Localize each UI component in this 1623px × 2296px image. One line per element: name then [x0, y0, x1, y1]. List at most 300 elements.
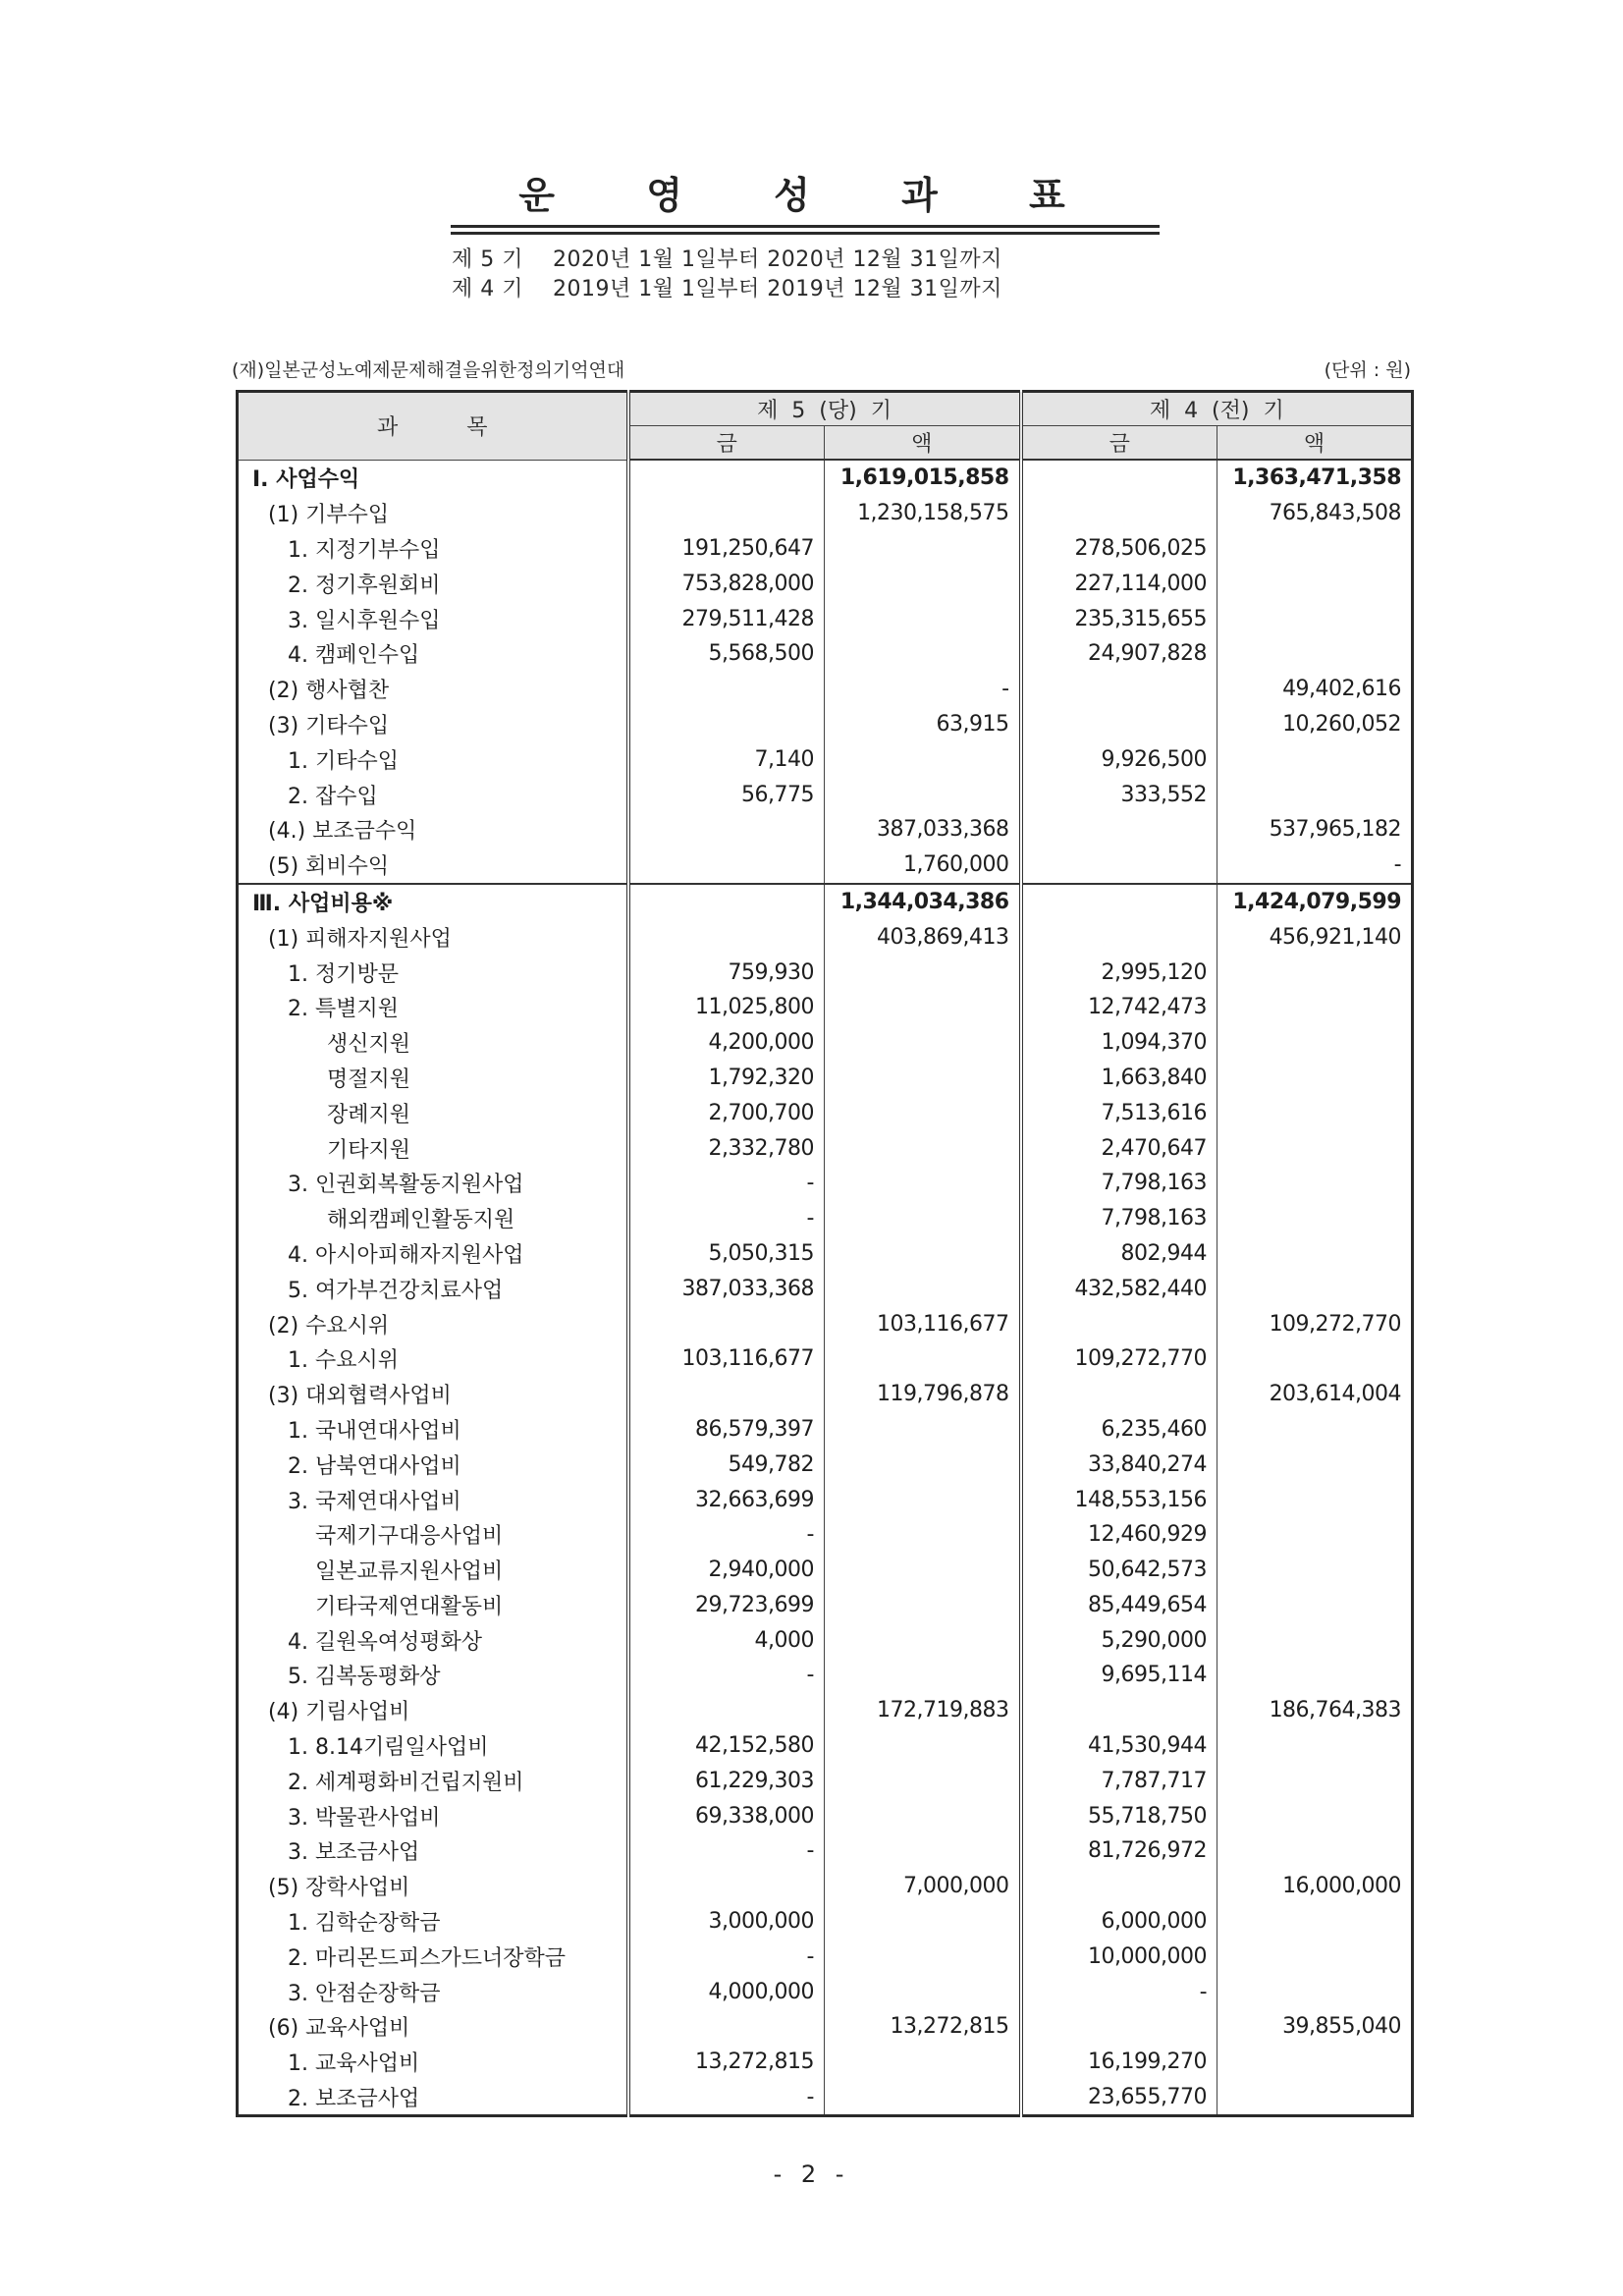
table-row	[238, 1236, 1413, 1272]
prior-total-amount	[1217, 1447, 1413, 1482]
table-row	[238, 741, 1413, 777]
current-detail-amount: -	[628, 1166, 825, 1201]
table-row	[238, 601, 1413, 636]
current-detail-amount: 1,792,320	[628, 1061, 825, 1096]
current-detail-amount: 2,700,700	[628, 1095, 825, 1130]
prior-detail-amount	[1021, 1869, 1217, 1904]
current-total-amount	[825, 1271, 1021, 1306]
prior-detail-amount: 109,272,770	[1021, 1341, 1217, 1377]
prior-total-amount	[1217, 566, 1413, 601]
prior-total-amount	[1217, 1412, 1413, 1448]
current-total-amount	[825, 2080, 1021, 2116]
current-total-amount	[825, 1939, 1021, 1974]
page-title: 운 영 성 과 표	[518, 174, 1105, 217]
table-row	[238, 812, 1413, 847]
current-detail-amount: 13,272,815	[628, 2045, 825, 2080]
organization-name: (재)일본군성노예제문제해결을위한정의기억연대	[232, 359, 625, 381]
row-label: 3. 안점순장학금	[238, 1974, 628, 2009]
table-row	[238, 1412, 1413, 1448]
prior-total-amount: 10,260,052	[1217, 707, 1413, 742]
period-prior-label: 제 4 기	[452, 277, 523, 301]
prior-detail-amount: 85,449,654	[1021, 1588, 1217, 1623]
current-total-amount: 103,116,677	[825, 1306, 1021, 1341]
table-row	[238, 1658, 1413, 1693]
table-row	[238, 2080, 1413, 2116]
current-total-amount	[825, 1974, 1021, 2009]
row-label: 4. 아시아피해자지원사업	[238, 1236, 628, 1272]
row-label: 기타지원	[238, 1130, 628, 1166]
row-label: 2. 세계평화비건립지원비	[238, 1763, 628, 1798]
current-detail-amount	[628, 919, 825, 955]
current-total-amount	[825, 1236, 1021, 1272]
current-total-amount	[825, 1025, 1021, 1061]
table-row	[238, 566, 1413, 601]
current-detail-amount: 759,930	[628, 955, 825, 990]
row-label: 장례지원	[238, 1095, 628, 1130]
prior-total-amount	[1217, 1517, 1413, 1553]
row-label: 2. 마리몬드피스가드너장학금	[238, 1939, 628, 1974]
header-current-amount-right: 액	[825, 426, 1021, 461]
table-row	[238, 1833, 1413, 1869]
table-row	[238, 1763, 1413, 1798]
table-row	[238, 1588, 1413, 1623]
prior-total-amount	[1217, 1271, 1413, 1306]
prior-total-amount	[1217, 1482, 1413, 1517]
current-total-amount	[825, 1095, 1021, 1130]
prior-total-amount	[1217, 1061, 1413, 1096]
current-detail-amount: 103,116,677	[628, 1341, 825, 1377]
current-detail-amount: 191,250,647	[628, 531, 825, 567]
prior-detail-amount: 33,840,274	[1021, 1447, 1217, 1482]
table-row	[238, 1939, 1413, 1974]
period-current	[452, 243, 1002, 273]
current-total-amount	[825, 1588, 1021, 1623]
row-label: (6) 교육사업비	[238, 2009, 628, 2045]
table-row	[238, 1166, 1413, 1201]
row-label: Ⅰ. 사업수익	[238, 460, 628, 496]
prior-total-amount	[1217, 1904, 1413, 1940]
current-total-amount	[825, 1061, 1021, 1096]
prior-total-amount	[1217, 1658, 1413, 1693]
prior-total-amount	[1217, 2045, 1413, 2080]
prior-detail-amount: -	[1021, 1974, 1217, 2009]
prior-detail-amount: 2,995,120	[1021, 955, 1217, 990]
prior-total-amount	[1217, 777, 1413, 812]
table-row	[238, 1693, 1413, 1728]
row-label: 일본교류지원사업비	[238, 1553, 628, 1588]
current-total-amount: 387,033,368	[825, 812, 1021, 847]
current-detail-amount: 4,000,000	[628, 1974, 825, 2009]
header-current-amount-left: 금	[628, 426, 825, 461]
current-detail-amount: 69,338,000	[628, 1798, 825, 1833]
prior-detail-amount: 7,787,717	[1021, 1763, 1217, 1798]
current-total-amount	[825, 601, 1021, 636]
row-label: 2. 잡수입	[238, 777, 628, 812]
prior-detail-amount	[1021, 460, 1217, 496]
current-detail-amount: 2,332,780	[628, 1130, 825, 1166]
current-total-amount	[825, 2045, 1021, 2080]
table-row	[238, 1095, 1413, 1130]
current-total-amount	[825, 1622, 1021, 1658]
header-prior-amount-right: 액	[1217, 426, 1413, 461]
prior-detail-amount	[1021, 812, 1217, 847]
prior-total-amount: 39,855,040	[1217, 2009, 1413, 2045]
row-label: (4.) 보조금수익	[238, 812, 628, 847]
prior-total-amount: 765,843,508	[1217, 496, 1413, 531]
current-total-amount	[825, 1798, 1021, 1833]
current-total-amount	[825, 636, 1021, 672]
current-detail-amount: 279,511,428	[628, 601, 825, 636]
prior-total-amount	[1217, 1728, 1413, 1764]
prior-detail-amount: 81,726,972	[1021, 1833, 1217, 1869]
table-row	[238, 955, 1413, 990]
current-detail-amount	[628, 1306, 825, 1341]
current-detail-amount	[628, 1377, 825, 1412]
current-total-amount	[825, 1130, 1021, 1166]
prior-total-amount	[1217, 1763, 1413, 1798]
table-row	[238, 636, 1413, 672]
current-detail-amount	[628, 1869, 825, 1904]
prior-total-amount	[1217, 1341, 1413, 1377]
table-row	[238, 1271, 1413, 1306]
prior-detail-amount	[1021, 496, 1217, 531]
row-label: 5. 김복동평화상	[238, 1658, 628, 1693]
current-detail-amount: 61,229,303	[628, 1763, 825, 1798]
prior-detail-amount: 16,199,270	[1021, 2045, 1217, 2080]
current-total-amount	[825, 1412, 1021, 1448]
current-total-amount	[825, 1201, 1021, 1236]
prior-detail-amount: 5,290,000	[1021, 1622, 1217, 1658]
current-total-amount	[825, 1904, 1021, 1940]
unit-label: (단위 : 원)	[1324, 359, 1411, 381]
prior-detail-amount: 1,663,840	[1021, 1061, 1217, 1096]
current-detail-amount: -	[628, 1517, 825, 1553]
row-label: Ⅲ. 사업비용※	[238, 884, 628, 920]
row-label: 2. 보조금사업	[238, 2080, 628, 2116]
current-total-amount	[825, 777, 1021, 812]
table-row	[238, 1447, 1413, 1482]
prior-detail-amount: 41,530,944	[1021, 1728, 1217, 1764]
table-row	[238, 1306, 1413, 1341]
current-detail-amount: 7,140	[628, 741, 825, 777]
prior-total-amount	[1217, 1588, 1413, 1623]
prior-total-amount	[1217, 1833, 1413, 1869]
prior-total-amount: 537,965,182	[1217, 812, 1413, 847]
current-detail-amount: -	[628, 2080, 825, 2116]
prior-detail-amount: 432,582,440	[1021, 1271, 1217, 1306]
table-row	[238, 496, 1413, 531]
row-label: 3. 국제연대사업비	[238, 1482, 628, 1517]
row-label: 3. 인권회복활동지원사업	[238, 1166, 628, 1201]
current-total-amount	[825, 1482, 1021, 1517]
table-row	[238, 1728, 1413, 1764]
prior-total-amount	[1217, 990, 1413, 1025]
row-label: 3. 박물관사업비	[238, 1798, 628, 1833]
prior-detail-amount	[1021, 707, 1217, 742]
current-total-amount	[825, 1341, 1021, 1377]
current-total-amount: 7,000,000	[825, 1869, 1021, 1904]
prior-total-amount: 186,764,383	[1217, 1693, 1413, 1728]
current-total-amount	[825, 1166, 1021, 1201]
current-detail-amount	[628, 2009, 825, 2045]
table-row	[238, 707, 1413, 742]
prior-detail-amount: 10,000,000	[1021, 1939, 1217, 1974]
table-row	[238, 460, 1413, 496]
prior-detail-amount: 235,315,655	[1021, 601, 1217, 636]
current-total-amount	[825, 566, 1021, 601]
header-prior-period: 제 4 (전) 기	[1021, 392, 1413, 426]
current-total-amount	[825, 1447, 1021, 1482]
table-row	[238, 531, 1413, 567]
current-detail-amount: 5,568,500	[628, 636, 825, 672]
prior-detail-amount: 802,944	[1021, 1236, 1217, 1272]
row-label: 2. 정기후원회비	[238, 566, 628, 601]
prior-total-amount	[1217, 955, 1413, 990]
prior-total-amount: 203,614,004	[1217, 1377, 1413, 1412]
prior-total-amount	[1217, 1095, 1413, 1130]
table-row	[238, 1798, 1413, 1833]
prior-total-amount	[1217, 1622, 1413, 1658]
prior-total-amount	[1217, 1025, 1413, 1061]
prior-total-amount	[1217, 636, 1413, 672]
prior-total-amount: 16,000,000	[1217, 1869, 1413, 1904]
current-detail-amount: -	[628, 1833, 825, 1869]
table-row	[238, 847, 1413, 884]
row-label: 2. 특별지원	[238, 990, 628, 1025]
current-detail-amount: 753,828,000	[628, 566, 825, 601]
row-label: (2) 수요시위	[238, 1306, 628, 1341]
prior-detail-amount	[1021, 672, 1217, 707]
current-detail-amount	[628, 707, 825, 742]
current-detail-amount: 86,579,397	[628, 1412, 825, 1448]
prior-detail-amount	[1021, 919, 1217, 955]
prior-total-amount: 456,921,140	[1217, 919, 1413, 955]
title-underline-top	[451, 225, 1160, 228]
row-label: (5) 회비수익	[238, 847, 628, 884]
prior-detail-amount: 6,235,460	[1021, 1412, 1217, 1448]
current-total-amount	[825, 1553, 1021, 1588]
prior-detail-amount: 12,460,929	[1021, 1517, 1217, 1553]
current-total-amount	[825, 990, 1021, 1025]
table-row	[238, 1025, 1413, 1061]
current-detail-amount: 42,152,580	[628, 1728, 825, 1764]
prior-detail-amount: 12,742,473	[1021, 990, 1217, 1025]
row-label: 1. 8.14기림일사업비	[238, 1728, 628, 1764]
current-total-amount: 119,796,878	[825, 1377, 1021, 1412]
header-current-period: 제 5 (당) 기	[628, 392, 1021, 426]
prior-detail-amount: 50,642,573	[1021, 1553, 1217, 1588]
title-underline-bottom	[451, 232, 1160, 235]
current-detail-amount: 29,723,699	[628, 1588, 825, 1623]
period-current-range: 2020년 1월 1일부터 2020년 12월 31일까지	[552, 247, 1002, 272]
table-row	[238, 1377, 1413, 1412]
row-label: 1. 교육사업비	[238, 2045, 628, 2080]
row-label: 해외캠페인활동지원	[238, 1201, 628, 1236]
prior-total-amount: 1,363,471,358	[1217, 460, 1413, 496]
prior-total-amount	[1217, 1974, 1413, 2009]
row-label: (3) 기타수입	[238, 707, 628, 742]
row-label: 4. 캠페인수입	[238, 636, 628, 672]
prior-detail-amount: 227,114,000	[1021, 566, 1217, 601]
current-detail-amount: 5,050,315	[628, 1236, 825, 1272]
row-label: (1) 기부수입	[238, 496, 628, 531]
current-detail-amount	[628, 812, 825, 847]
table-row	[238, 777, 1413, 812]
row-label: (3) 대외협력사업비	[238, 1377, 628, 1412]
row-label: 1. 수요시위	[238, 1341, 628, 1377]
table-row	[238, 1482, 1413, 1517]
current-detail-amount: 56,775	[628, 777, 825, 812]
current-detail-amount: 4,000	[628, 1622, 825, 1658]
current-detail-amount	[628, 1693, 825, 1728]
prior-total-amount	[1217, 741, 1413, 777]
current-detail-amount: 2,940,000	[628, 1553, 825, 1588]
row-label: (4) 기림사업비	[238, 1693, 628, 1728]
table-row	[238, 1974, 1413, 2009]
prior-detail-amount: 333,552	[1021, 777, 1217, 812]
current-detail-amount: 11,025,800	[628, 990, 825, 1025]
current-detail-amount: 32,663,699	[628, 1482, 825, 1517]
current-total-amount: 1,344,034,386	[825, 884, 1021, 920]
table-row	[238, 672, 1413, 707]
current-total-amount: 403,869,413	[825, 919, 1021, 955]
prior-detail-amount: 6,000,000	[1021, 1904, 1217, 1940]
table-row	[238, 919, 1413, 955]
prior-total-amount: 1,424,079,599	[1217, 884, 1413, 920]
current-total-amount: 63,915	[825, 707, 1021, 742]
table-row	[238, 2009, 1413, 2045]
current-detail-amount: -	[628, 1201, 825, 1236]
table-row	[238, 1341, 1413, 1377]
current-total-amount: 1,619,015,858	[825, 460, 1021, 496]
prior-detail-amount	[1021, 2009, 1217, 2045]
current-detail-amount	[628, 496, 825, 531]
current-total-amount	[825, 741, 1021, 777]
table-row	[238, 1517, 1413, 1553]
row-label: 4. 길원옥여성평화상	[238, 1622, 628, 1658]
table-row	[238, 884, 1413, 920]
row-label: (1) 피해자지원사업	[238, 919, 628, 955]
table-row	[238, 1904, 1413, 1940]
row-label: 생신지원	[238, 1025, 628, 1061]
table-row	[238, 990, 1413, 1025]
income-statement-table	[236, 390, 1414, 2117]
row-label: 1. 김학순장학금	[238, 1904, 628, 1940]
prior-detail-amount	[1021, 1377, 1217, 1412]
current-total-amount: 13,272,815	[825, 2009, 1021, 2045]
row-label: 명절지원	[238, 1061, 628, 1096]
prior-total-amount	[1217, 1939, 1413, 1974]
prior-total-amount	[1217, 1201, 1413, 1236]
prior-detail-amount: 1,094,370	[1021, 1025, 1217, 1061]
current-detail-amount: -	[628, 1939, 825, 1974]
current-total-amount	[825, 1833, 1021, 1869]
row-label: 1. 기타수입	[238, 741, 628, 777]
prior-detail-amount: 9,926,500	[1021, 741, 1217, 777]
row-label: 5. 여가부건강치료사업	[238, 1271, 628, 1306]
current-detail-amount: -	[628, 1658, 825, 1693]
prior-detail-amount: 148,553,156	[1021, 1482, 1217, 1517]
period-current-label: 제 5 기	[452, 247, 523, 272]
prior-detail-amount: 278,506,025	[1021, 531, 1217, 567]
current-detail-amount: 3,000,000	[628, 1904, 825, 1940]
period-prior	[452, 272, 1002, 302]
prior-detail-amount	[1021, 1306, 1217, 1341]
current-total-amount	[825, 531, 1021, 567]
current-detail-amount: 4,200,000	[628, 1025, 825, 1061]
prior-total-amount	[1217, 1798, 1413, 1833]
row-label: 2. 남북연대사업비	[238, 1447, 628, 1482]
row-label: 1. 지정기부수입	[238, 531, 628, 567]
current-total-amount: 1,760,000	[825, 847, 1021, 884]
prior-detail-amount	[1021, 847, 1217, 884]
prior-total-amount: -	[1217, 847, 1413, 884]
header-prior-amount-left: 금	[1021, 426, 1217, 461]
current-total-amount: 172,719,883	[825, 1693, 1021, 1728]
table-row	[238, 1061, 1413, 1096]
prior-detail-amount: 7,798,163	[1021, 1166, 1217, 1201]
table-row	[238, 1553, 1413, 1588]
table-row	[238, 2045, 1413, 2080]
page-number: - 2 -	[773, 2160, 850, 2188]
table-row	[238, 1201, 1413, 1236]
prior-detail-amount: 23,655,770	[1021, 2080, 1217, 2116]
prior-detail-amount: 7,513,616	[1021, 1095, 1217, 1130]
prior-total-amount	[1217, 1236, 1413, 1272]
prior-total-amount	[1217, 1130, 1413, 1166]
period-prior-range: 2019년 1월 1일부터 2019년 12월 31일까지	[552, 277, 1002, 301]
current-total-amount	[825, 1763, 1021, 1798]
current-detail-amount	[628, 847, 825, 884]
current-detail-amount	[628, 460, 825, 496]
prior-detail-amount	[1021, 1693, 1217, 1728]
current-detail-amount	[628, 884, 825, 920]
row-label: 1. 국내연대사업비	[238, 1412, 628, 1448]
current-total-amount	[825, 1517, 1021, 1553]
row-label: (2) 행사협찬	[238, 672, 628, 707]
prior-detail-amount: 9,695,114	[1021, 1658, 1217, 1693]
prior-detail-amount: 55,718,750	[1021, 1798, 1217, 1833]
prior-total-amount: 109,272,770	[1217, 1306, 1413, 1341]
prior-detail-amount	[1021, 884, 1217, 920]
current-detail-amount: 387,033,368	[628, 1271, 825, 1306]
row-label: (5) 장학사업비	[238, 1869, 628, 1904]
prior-total-amount: 49,402,616	[1217, 672, 1413, 707]
prior-total-amount	[1217, 531, 1413, 567]
prior-detail-amount: 24,907,828	[1021, 636, 1217, 672]
prior-detail-amount: 7,798,163	[1021, 1201, 1217, 1236]
row-label: 기타국제연대활동비	[238, 1588, 628, 1623]
prior-total-amount	[1217, 1553, 1413, 1588]
current-detail-amount: 549,782	[628, 1447, 825, 1482]
prior-detail-amount: 2,470,647	[1021, 1130, 1217, 1166]
prior-total-amount	[1217, 2080, 1413, 2116]
prior-total-amount	[1217, 601, 1413, 636]
row-label: 3. 보조금사업	[238, 1833, 628, 1869]
table-row	[238, 1622, 1413, 1658]
current-total-amount: -	[825, 672, 1021, 707]
header-account: 과 목	[238, 392, 628, 461]
current-total-amount: 1,230,158,575	[825, 496, 1021, 531]
prior-total-amount	[1217, 1166, 1413, 1201]
row-label: 3. 일시후원수입	[238, 601, 628, 636]
current-total-amount	[825, 1658, 1021, 1693]
row-label: 1. 정기방문	[238, 955, 628, 990]
current-total-amount	[825, 1728, 1021, 1764]
row-label: 국제기구대응사업비	[238, 1517, 628, 1553]
table-row	[238, 1130, 1413, 1166]
current-total-amount	[825, 955, 1021, 990]
